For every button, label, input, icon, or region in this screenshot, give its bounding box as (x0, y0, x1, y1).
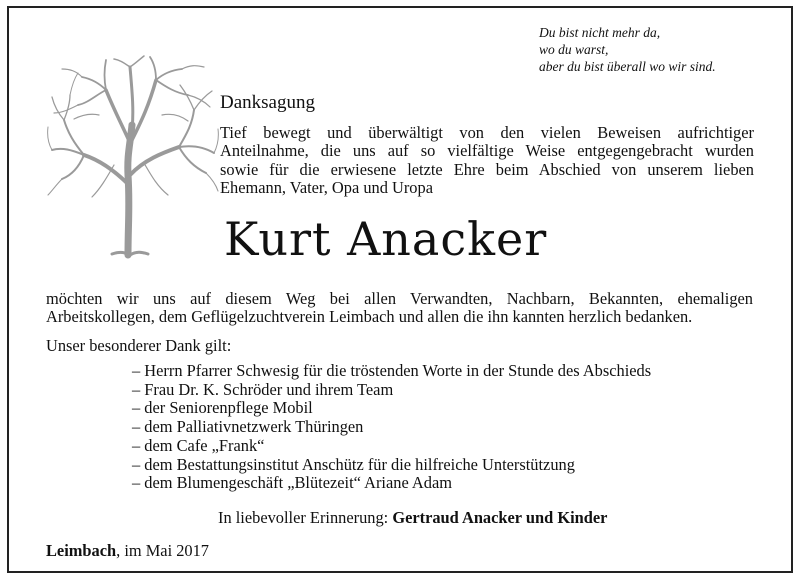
memory-prefix: In liebevoller Erinnerung: (218, 508, 393, 527)
intro-line-4: Ehemann, Vater, Opa und Uropa (220, 178, 433, 198)
page-title: Danksagung (220, 92, 315, 113)
memory-line (218, 508, 607, 528)
tree-image (44, 55, 220, 260)
date-text: , im Mai 2017 (116, 541, 210, 560)
place-date (46, 541, 209, 561)
list-item: – dem Bestattungsinstitut Anschütz für die hilfreiche Unterstützung (132, 454, 575, 474)
thanks-list (132, 362, 651, 493)
list-item: – Frau Dr. K. Schröder und ihrem Team (132, 379, 394, 399)
deceased-name: Kurt Anacker (224, 212, 548, 266)
list-item: – der Seniorenpflege Mobil (132, 398, 313, 418)
place-town: Leimbach (46, 541, 117, 560)
list-item: – dem Blumengeschäft „Blütezeit“ Ariane Adam (132, 473, 452, 493)
quote-line-1: Du bist nicht mehr da, (539, 25, 661, 40)
quote-line-2: wo du warst, (539, 42, 609, 57)
list-item: – dem Cafe „Frank“ (132, 435, 265, 455)
thanks-line-2: Arbeitskollegen, dem Geflügelzuchtverein Leimbach und allen die ihn kannten herzlich bedanken. (46, 307, 693, 327)
intro-line-2: Anteilnahme, die uns auf so vielfältige Weise entgegengebracht wurden (220, 141, 754, 161)
intro-paragraph (220, 124, 754, 198)
mourners-names: Gertraud Anacker und Kinder (392, 508, 608, 527)
thanks-paragraph (46, 290, 753, 327)
quote (539, 24, 716, 75)
thanks-line-1: möchten wir uns auf diesem Weg bei allen Verwandten, Nachbarn, Bekannten, ehemaligen (46, 289, 753, 308)
list-item: – dem Palliativnetzwerk Thüringen (132, 417, 364, 437)
intro-line-1: Tief bewegt und überwältigt von den vielen Beweisen aufrichtiger (220, 123, 754, 142)
quote-line-3: aber du bist überall wo wir sind. (539, 59, 716, 74)
special-thanks-heading: Unser besonderer Dank gilt: (46, 336, 232, 355)
intro-line-3: sowie für die erwiesene letzte Ehre beim Abschied von unserem lieben (220, 159, 754, 179)
list-item: – Herrn Pfarrer Schwesig für die tröstenden Worte in der Stunde des Abschieds (132, 361, 652, 380)
